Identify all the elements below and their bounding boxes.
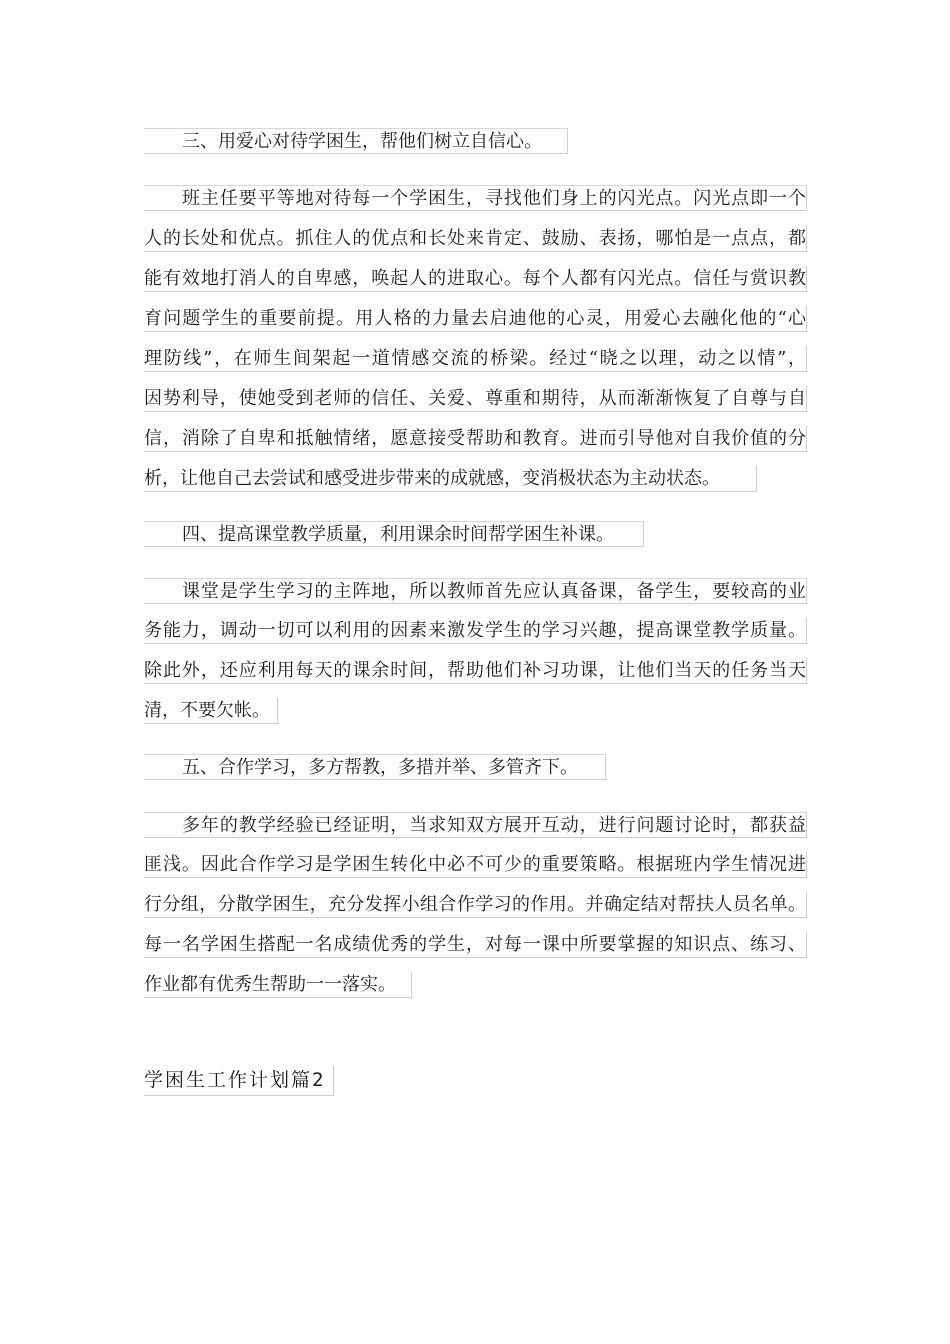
next-article-title: 学困生工作计划篇2 xyxy=(144,1066,334,1096)
paragraph-line: 信，消除了自卑和抵触情绪，愿意接受帮助和教育。进而引导他对自我价值的分 xyxy=(144,426,807,452)
paragraph-line: 析，让他自己去尝试和感受进步带来的成就感，变消极状态为主动状态。 xyxy=(144,466,757,492)
paragraph-line: 能有效地打消人的自卑感，唤起人的进取心。每个人都有闪光点。信任与赏识教 xyxy=(144,266,807,292)
paragraph-line: 每一名学困生搭配一名成绩优秀的学生，对每一课中所要掌握的知识点、练习、 xyxy=(144,932,807,958)
paragraph-line: 因势利导，使她受到老师的信任、关爱、尊重和期待，从而渐渐恢复了自尊与自 xyxy=(144,386,807,412)
paragraph-line: 匪浅。因此合作学习是学困生转化中必不可少的重要策略。根据班内学生情况进 xyxy=(144,852,807,878)
paragraph-line: 人的长处和优点。抓住人的优点和长处来肯定、鼓励、表扬，哪怕是一点点，都 xyxy=(144,226,807,252)
paragraph-line: 理防线”，在师生间架起一道情感交流的桥梁。经过“晓之以理，动之以情”， xyxy=(144,346,807,372)
paragraph-line: 育问题学生的重要前提。用人格的力量去启迪他的心灵，用爱心去融化他的“心 xyxy=(144,306,807,332)
paragraph-line: 班主任要平等地对待每一个学困生，寻找他们身上的闪光点。闪光点即一个 xyxy=(144,185,807,211)
paragraph-line: 多年的教学经验已经证明，当求知双方展开互动，进行问题讨论时，都获益 xyxy=(144,812,807,838)
paragraph-line: 作业都有优秀生帮助一一落实。 xyxy=(144,972,412,998)
paragraph-line: 课堂是学生学习的主阵地，所以教师首先应认真备课，备学生，要较高的业 xyxy=(144,578,807,604)
section-heading: 五、合作学习，多方帮教，多措并举、多管齐下。 xyxy=(144,754,606,780)
section-heading: 四、提高课堂教学质量，利用课余时间帮学困生补课。 xyxy=(144,521,644,547)
section-heading: 三、用爱心对待学困生，帮他们树立自信心。 xyxy=(144,128,568,154)
paragraph-line: 清，不要欠帐。 xyxy=(144,698,278,724)
paragraph-line: 行分组，分散学困生，充分发挥小组合作学习的作用。并确定结对帮扶人员名单。 xyxy=(144,892,807,918)
paragraph-line: 务能力，调动一切可以利用的因素来激发学生的学习兴趣，提高课堂教学质量。 xyxy=(144,618,807,644)
paragraph-line: 除此外，还应利用每天的课余时间，帮助他们补习功课，让他们当天的任务当天 xyxy=(144,658,807,684)
